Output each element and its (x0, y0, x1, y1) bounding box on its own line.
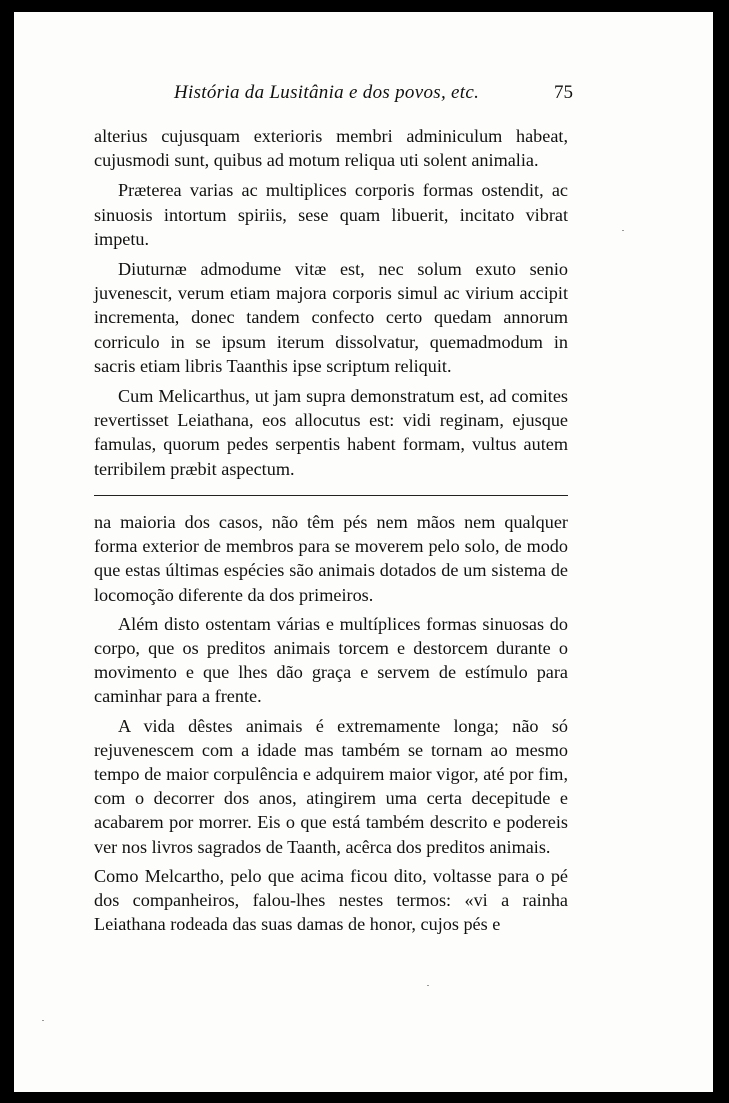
book-page (14, 12, 713, 1092)
portuguese-paragraph-4: Como Melcartho, pelo que acima ficou dito, voltasse para o pé dos companheiros, falou-lhes nestes termos: «vi a rainha Leiathana rodeada das suas damas de honor, cujos pés e (94, 865, 568, 935)
section-divider (94, 495, 568, 496)
portuguese-paragraph-3: A vida dêstes animais é extremamente longa; não só rejuvenescem com a idade mas também se tornam ao mesmo tempo de maior corpulência e adquirem maior vigor, até por fim, com o decorrer dos anos, atingirem uma certa decepitude e acabarem por morrer. Eis o que está também descrito e podereis ver nos livros sagrados de Taanth, acêrca dos preditos animais. (94, 715, 568, 857)
latin-paragraph-1: alterius cujusquam exterioris membri adminiculum habeat, cujusmodi sunt, quibus ad motum reliqua uti solent animalia. (94, 126, 568, 171)
paper-speck (622, 230, 624, 231)
paper-speck (42, 1020, 44, 1021)
latin-paragraph-2: Præterea varias ac multiplices corporis formas ostendit, ac sinuosis intortum spiriis, sese quam libuerit, incitato vibrat impetu. (94, 180, 568, 249)
paper-speck (427, 985, 429, 986)
latin-paragraph-4: Cum Melicarthus, ut jam supra demonstratum est, ad comites revertisset Leiathana, eos allocutus est: vidi reginam, ejusque famulas, quorum pedes serpentis habent formam, vultus autem terribilem præbit aspectum. (94, 386, 568, 479)
latin-text-block (94, 124, 568, 487)
page-number: 75 (554, 82, 573, 103)
latin-paragraph-3: Diuturnæ admodume vitæ est, nec solum exuto senio juvenescit, verum etiam majora corporis simul ac virium accipit incrementa, donec tandem confecto certo quedam annorum corriculo in se ipsum iterum dissolvatur, quemadmodum in sacris etiam libris Taanthis ipse scriptum reliquit. (94, 259, 568, 376)
portuguese-paragraph-1: na maioria dos casos, não têm pés nem mãos nem qualquer forma exterior de membros para se moverem pelo solo, de modo que estas últimas espécies são animais dotados de um sistema de locomoção diferente da dos primeiros. (94, 512, 568, 605)
portuguese-text-block (94, 510, 568, 941)
portuguese-paragraph-2: Além disto ostentam várias e multíplices formas sinuosas do corpo, que os preditos animais torcem e destorcem durante o movimento e que lhes dão graça e servem de estímulo para caminhar para a frente. (94, 613, 568, 707)
page-header (14, 82, 713, 112)
running-title: História da Lusitânia e dos povos, etc. (174, 82, 480, 103)
